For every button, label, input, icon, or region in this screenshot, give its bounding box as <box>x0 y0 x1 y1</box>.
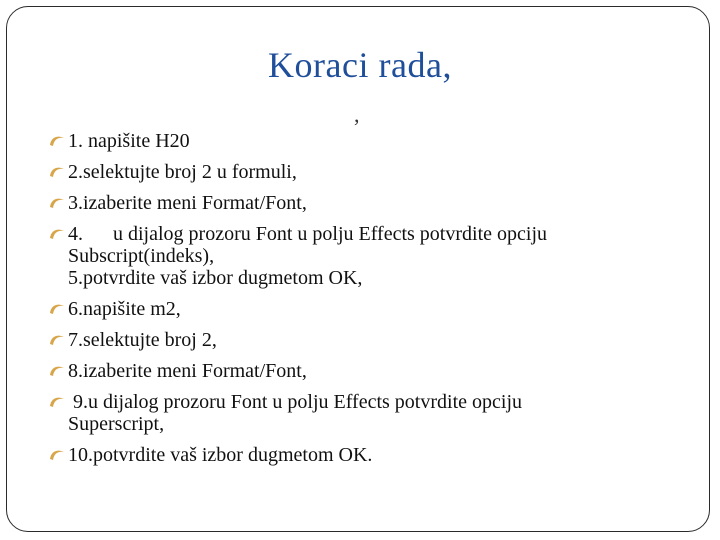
list-item <box>48 161 688 183</box>
cursive-arc-bullet-icon <box>48 331 66 349</box>
list-item-text-continuation: 5.potvrdite vaš izbor dugmetom OK, <box>68 267 363 289</box>
list-item <box>48 360 688 382</box>
subtitle-mark: , <box>354 102 360 127</box>
list-item <box>48 223 688 289</box>
list-item-text: 9.u dijalog prozoru Font u polju Effects potvrdite opciju <box>68 391 523 413</box>
list-item-text: 8.izaberite meni Format/Font, <box>68 360 307 382</box>
list-item-text: 4. u dijalog prozoru Font u polju Effects potvrdite opciju <box>68 223 548 245</box>
list-item-text-continuation: Superscript, <box>68 413 165 435</box>
list-item-text: 6.napišite m2, <box>68 298 181 320</box>
list-item-text: 10.potvrdite vaš izbor dugmetom OK. <box>68 444 373 466</box>
cursive-arc-bullet-icon <box>48 163 66 181</box>
list-item <box>48 391 688 435</box>
cursive-arc-bullet-icon <box>48 446 66 464</box>
cursive-arc-bullet-icon <box>48 194 66 212</box>
slide-title: Koraci rada, <box>268 45 452 85</box>
list-item <box>48 444 688 466</box>
steps-list <box>48 130 688 475</box>
cursive-arc-bullet-icon <box>48 362 66 380</box>
cursive-arc-bullet-icon <box>48 132 66 150</box>
list-item <box>48 130 688 152</box>
list-item-text: 2.selektujte broj 2 u formuli, <box>68 161 297 183</box>
list-item <box>48 192 688 214</box>
cursive-arc-bullet-icon <box>48 300 66 318</box>
list-item-text: 7.selektujte broj 2, <box>68 329 217 351</box>
list-item <box>48 329 688 351</box>
cursive-arc-bullet-icon <box>48 225 66 243</box>
list-item-text-continuation: Subscript(indeks), <box>68 245 215 267</box>
list-item <box>48 298 688 320</box>
list-item-text: 1. napišite H20 <box>68 130 190 152</box>
cursive-arc-bullet-icon <box>48 393 66 411</box>
list-item-text: 3.izaberite meni Format/Font, <box>68 192 307 214</box>
